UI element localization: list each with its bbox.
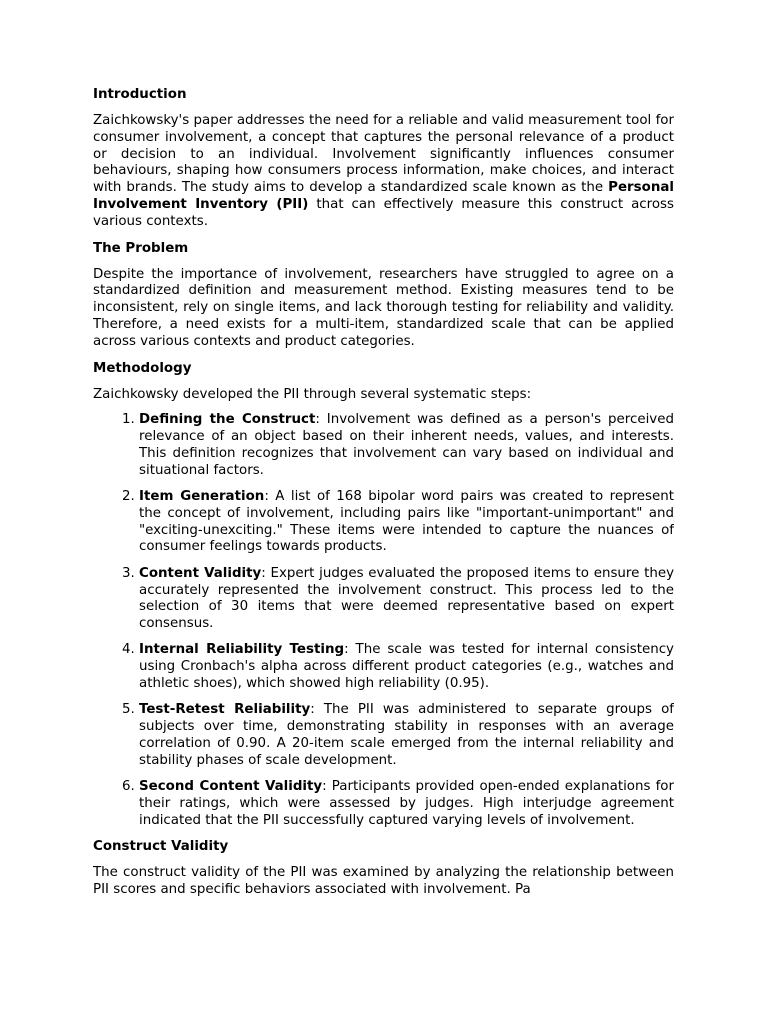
introduction-paragraph [93, 113, 674, 231]
step-title: Content Validity [139, 565, 262, 581]
section-heading-introduction: Introduction [93, 87, 187, 102]
step-title: Item Generation [139, 489, 265, 505]
introduction-text-start: Zaichkowsky's paper addresses the need for a reliable and valid measurement tool for consumer involvement, a concept that captures the personal relevance of a product or decision to an individual. Involvement significantly influences consumer behaviours, shaping how consumers process information, make choices, and interact with brands. The study aims to develop a standardized scale known as the [93, 113, 674, 196]
step-title: Defining the Construct [139, 412, 316, 428]
introduction-text-end: that can effectively measure this construct across various contexts. [93, 196, 674, 229]
construct-validity-paragraph: The construct validity of the PII was examined by analyzing the relationship between PII scores and specific behaviors associated with involvement. Pa [93, 865, 674, 898]
problem-paragraph: Despite the importance of involvement, researchers have struggled to agree on a standardized definition and measurement method. Existing measures tend to be inconsistent, rely on single items, and lack thorough testing for reliability and validity. Therefore, a need exists for a multi-item, standardized scale that can be applied across various contexts and product categories. [93, 266, 674, 349]
pii-term: Personal Involvement Inventory (PII) [93, 180, 674, 212]
step-text: : A list of 168 bipolar word pairs was created to represent the concept of involvement, including pairs like "important-unimportant" and "exciting-unexciting." These items were intended to capture the nuances of consumer feelings towards products. [139, 489, 674, 555]
methodology-step [139, 566, 674, 633]
section-heading-methodology: Methodology [93, 360, 192, 376]
step-text: : The scale was tested for internal consistency using Cronbach's alpha across different product categories (e.g., watches and athletic shoes), which showed high reliability (0.95). [139, 642, 674, 692]
methodology-intro: Zaichkowsky developed the PII through several systematic steps: [93, 386, 532, 402]
methodology-step [139, 779, 674, 829]
step-title: Second Content Validity [139, 779, 323, 794]
section-heading-problem: The Problem [93, 240, 189, 256]
methodology-step [139, 642, 674, 692]
step-text: : Involvement was defined as a person's perceived relevance of an object based on their inherent needs, values, and interests. This definition recognizes that involvement can vary based on individual and situational factors. [139, 412, 674, 478]
methodology-step [139, 489, 674, 556]
section-heading-construct-validity: Construct Validity [93, 839, 229, 855]
document-page [93, 86, 674, 918]
methodology-steps-list [93, 412, 674, 829]
methodology-step [139, 702, 674, 769]
methodology-step [139, 412, 674, 479]
step-text: : The PII was administered to separate groups of subjects over time, demonstrating stability in responses with an average correlation of 0.90. A 20-item scale emerged from the internal reliability and stability phases of scale development. [139, 702, 674, 768]
step-text: : Participants provided open-ended explanations for their ratings, which were assessed by judges. High interjudge agreement indicated that the PII successfully captured varying levels of involvement. [139, 779, 674, 828]
step-title: Internal Reliability Testing [139, 642, 345, 658]
step-text: : Expert judges evaluated the proposed items to ensure they accurately represented the involvement construct. This process led to the selection of 30 items that were deemed representative based on expert consensus. [139, 565, 674, 632]
step-title: Test-Retest Reliability [139, 702, 311, 718]
